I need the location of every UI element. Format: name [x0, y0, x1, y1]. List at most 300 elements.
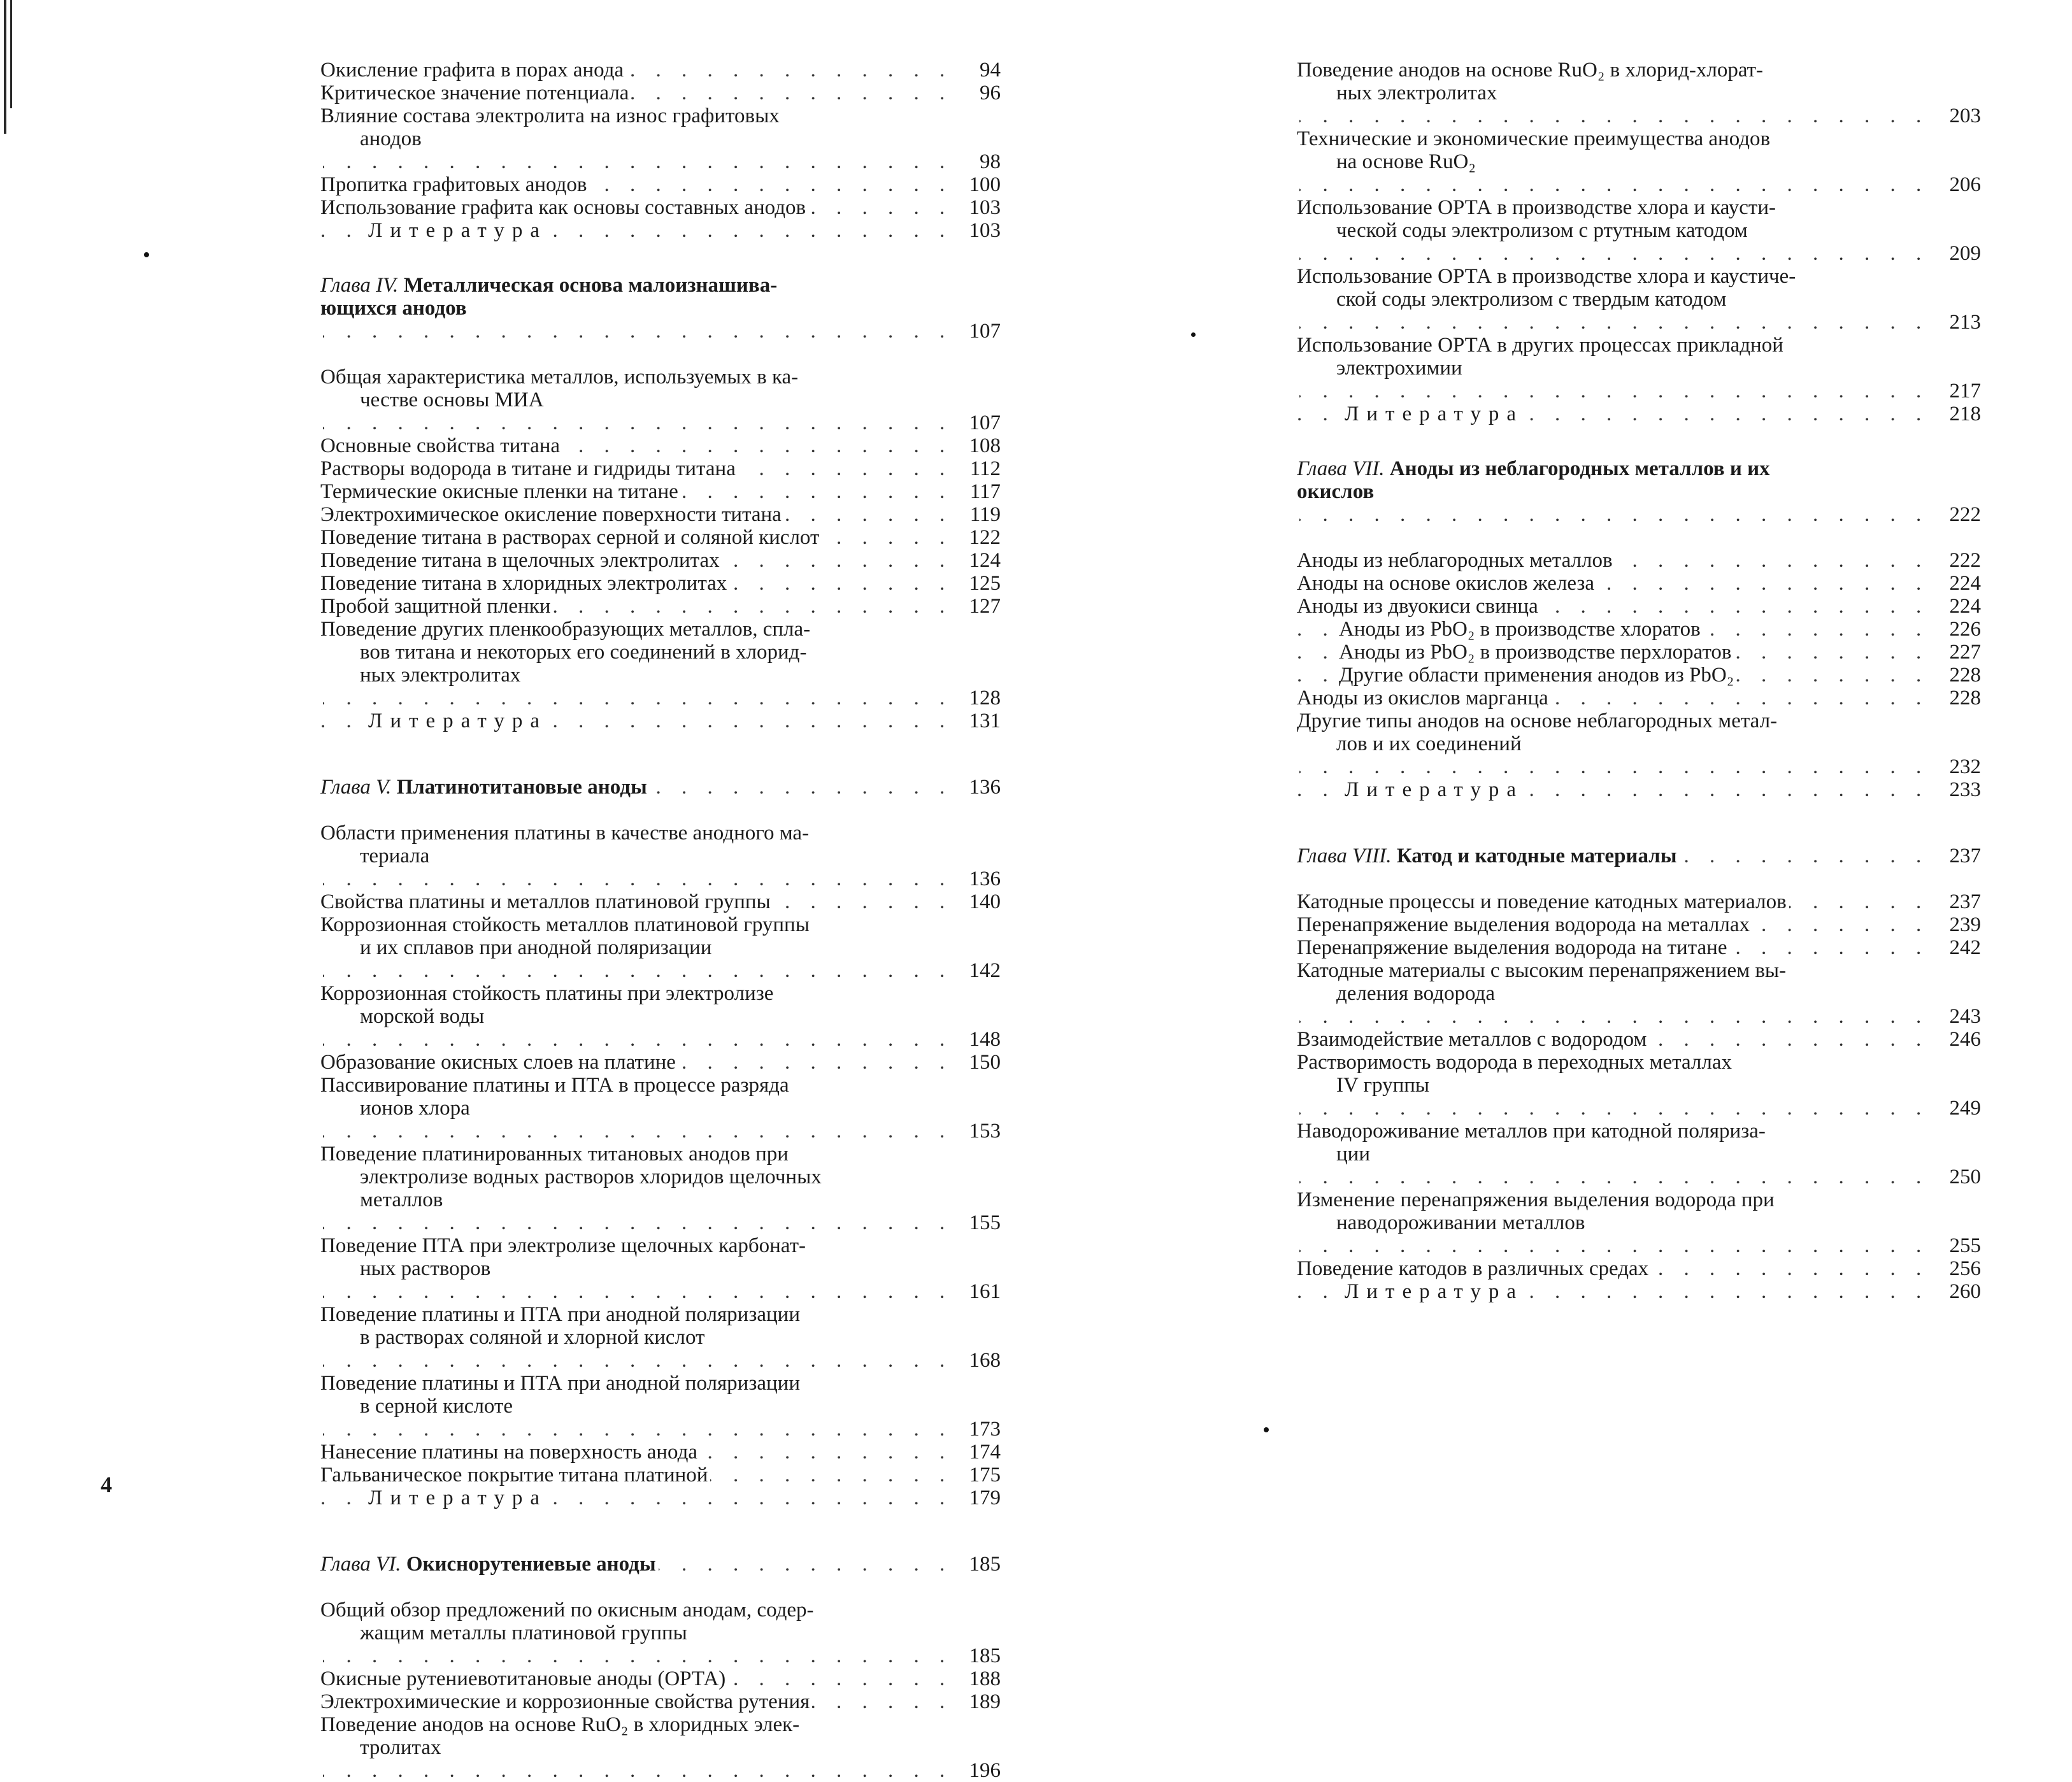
page-ref: 96: [980, 82, 1001, 104]
entry-title-cell: [320, 890, 943, 913]
page-ref: 222: [1949, 503, 1981, 526]
chapter-heading: [320, 776, 1001, 799]
entry-title-line: Литература: [1345, 778, 1524, 801]
page-ref: 218: [1949, 403, 1981, 425]
leader-dots: [1297, 1234, 1924, 1257]
chapter-title-cell: [1297, 457, 1924, 526]
entry-title-line: Области применения платины в качестве анодного ма-: [320, 822, 810, 845]
toc-entry: [320, 82, 1001, 104]
entry-title-continuation: наводороживании металлов: [1336, 1211, 1585, 1234]
entry-title-cell: [1297, 1257, 1924, 1280]
toc-entry: [1297, 913, 1981, 936]
toc-entry: [1297, 265, 1981, 334]
chapter-title-cell: [320, 1553, 943, 1576]
page-ref: 124: [969, 549, 1001, 572]
page-ref: 228: [1949, 687, 1981, 709]
entry-title-continuation: тролитах: [360, 1736, 441, 1759]
entry-title-cell: [320, 1074, 943, 1143]
entry-title-continuation: деления водорода: [1336, 982, 1495, 1005]
leader-dots: [320, 1120, 943, 1143]
entry-title-cell: [320, 1690, 943, 1713]
page-ref: 242: [1949, 936, 1981, 959]
page-ref: 100: [969, 173, 1001, 196]
entry-title-line: Электрохимические и коррозионные свойства рутения: [320, 1690, 810, 1713]
entry-title-cell: [1297, 936, 1924, 959]
entry-title-line: Аноды из двуокиси свинца: [1297, 595, 1538, 618]
entry-title-continuation: ионов хлора: [360, 1097, 470, 1120]
toc-entry: [1297, 1051, 1981, 1120]
toc-entry: [320, 890, 1001, 913]
entry-title-line: Основные свойства титана: [320, 434, 561, 457]
entry-title-continuation: и их сплавов при анодной поляризации: [360, 936, 712, 959]
toc-entry: [320, 1667, 1001, 1690]
literature-entry: [320, 219, 1001, 242]
entry-title-cell: [320, 822, 943, 890]
chapter-heading: [1297, 457, 1981, 526]
page-ref: 142: [969, 959, 1001, 982]
entry-title-cell: [320, 219, 943, 242]
page-ref: 107: [969, 411, 1001, 434]
entry-title-cell: [320, 595, 943, 618]
page-ref: 246: [1949, 1028, 1981, 1051]
page-ref: 103: [969, 196, 1001, 219]
toc-entry: [1297, 334, 1981, 403]
entry-title: [320, 890, 773, 913]
chapter-title-line: Металлическая основа малоизнашива-: [403, 274, 778, 297]
chapter-label: Глава VII.: [1297, 457, 1385, 480]
page-ref: 179: [969, 1486, 1001, 1509]
entry-title-cell: [1297, 196, 1924, 265]
entry-title-cell: [320, 82, 943, 104]
literature-entry: [1297, 1280, 1981, 1303]
entry-title-line: Аноды из неблагородных металлов: [1297, 549, 1613, 572]
entry-title-line: Термические окисные пленки на титане: [320, 480, 678, 503]
entry-title-line: Аноды на основе окислов железа: [1297, 572, 1595, 595]
page-ref: 203: [1949, 104, 1981, 127]
entry-title: [320, 1051, 678, 1074]
entry-title-cell: [320, 196, 943, 219]
entry-title-cell: [320, 1372, 943, 1441]
entry-title-continuation: металлов: [360, 1188, 443, 1211]
entry-title-line: Катодные процессы и поведение катодных материалов: [1297, 890, 1787, 913]
entry-title: [320, 549, 722, 572]
literature-entry: [1297, 403, 1981, 425]
entry-title-cell: [320, 503, 943, 526]
left-page-toc: [320, 59, 1001, 1782]
chapter-title-continuation: ющихся анодов: [320, 297, 467, 320]
entry-title-continuation: жащим металлы платиновой группы: [360, 1622, 687, 1644]
page-ref: 107: [969, 320, 1001, 343]
entry-title-line: Окисление графита в порах анода: [320, 59, 624, 82]
entry-title-continuation: электролизе водных растворов хлоридов щелочных: [360, 1165, 822, 1188]
toc-entry: [320, 59, 1001, 82]
entry-title-continuation: электрохимии: [1336, 357, 1462, 380]
entry-title-line: Поведение титана в растворах серной и соляной кислот: [320, 526, 820, 549]
entry-title: [320, 1441, 700, 1464]
page-ref: 209: [1949, 242, 1981, 265]
entry-title: [368, 219, 550, 242]
toc-entry: [1297, 59, 1981, 127]
entry-title-cell: [320, 1051, 943, 1074]
entry-title-cell: [1297, 959, 1924, 1028]
page-ref: 117: [969, 480, 1001, 503]
entry-title-cell: [1297, 1188, 1924, 1257]
binding-edge: [10, 0, 12, 108]
entry-title-cell: [320, 366, 943, 434]
entry-title-line: Влияние состава электролита на износ графитовых: [320, 104, 780, 127]
toc-entry: [320, 1713, 1001, 1782]
entry-title: [320, 434, 562, 457]
toc-entry: [1297, 196, 1981, 265]
page-ref: 243: [1949, 1005, 1981, 1028]
entry-title-line: Перенапряжение выделения водорода на титане: [1297, 936, 1727, 959]
entry-title-cell: [1297, 334, 1924, 403]
entry-title-cell: [1297, 59, 1924, 127]
entry-title: [320, 59, 626, 82]
entry-title-continuation: ных электролитах: [360, 664, 521, 687]
page-ref: 196: [969, 1759, 1001, 1782]
page-ref: 131: [969, 709, 1001, 732]
page-ref: 153: [969, 1120, 1001, 1143]
entry-title: [1297, 687, 1551, 709]
page-ref: 168: [969, 1349, 1001, 1372]
toc-entry: [1297, 595, 1981, 618]
page-ref: 112: [969, 457, 1001, 480]
chapter-heading: [320, 274, 1001, 343]
entry-title-line: Окисные рутениевотитановые аноды (ОРТА): [320, 1667, 726, 1690]
entry-title-continuation: на основе RuO₂: [1336, 150, 1476, 173]
leader-dots: [1297, 104, 1924, 127]
page-ref: 136: [969, 776, 1001, 799]
entry-title-line: Пробой защитной пленки: [320, 595, 551, 618]
toc-entry: [320, 173, 1001, 196]
entry-title-continuation: лов и их соединений: [1336, 732, 1522, 755]
entry-title-line: Поведение титана в щелочных электролитах: [320, 549, 720, 572]
entry-title-line: Использование ОРТА в производстве хлора и каустиче-: [1297, 265, 1796, 288]
entry-title: [320, 82, 631, 104]
page-ref: 155: [969, 1211, 1001, 1234]
entry-title-line: Аноды из PbO₂ в производстве перхлоратов: [1339, 641, 1732, 664]
chapter-heading: [1297, 845, 1981, 867]
right-page-toc: [1297, 59, 1981, 1303]
entry-title-line: Технические и экономические преимущества анодов: [1297, 127, 1771, 150]
chapter-label: Глава VI.: [320, 1553, 401, 1576]
chapter-title-cell: [1297, 845, 1924, 867]
entry-title: [368, 1486, 550, 1509]
leader-dots: [320, 411, 943, 434]
page-ref: 94: [980, 59, 1001, 82]
toc-entry: [320, 595, 1001, 618]
page-ref: 237: [1949, 890, 1981, 913]
entry-title: [1339, 664, 1736, 687]
entry-title-cell: [320, 1599, 943, 1667]
page-ref: 185: [969, 1553, 1001, 1576]
chapter-heading: [320, 1553, 1001, 1576]
entry-title-cell: [1297, 913, 1924, 936]
page-ref: 150: [969, 1051, 1001, 1074]
toc-entry: [1297, 618, 1981, 641]
page-ref: 206: [1949, 173, 1981, 196]
page-ref: 174: [969, 1441, 1001, 1464]
entry-title-line: Перенапряжение выделения водорода на металлах: [1297, 913, 1750, 936]
literature-entry: [1297, 778, 1981, 801]
entry-title-line: Поведение титана в хлоридных электролитах: [320, 572, 727, 595]
entry-title-line: Общий обзор предложений по окисным анодам, содер-: [320, 1599, 814, 1622]
chapter-title-cell: [320, 274, 943, 343]
leader-dots: [320, 1418, 943, 1441]
entry-title-line: Литература: [1345, 1280, 1524, 1303]
chapter-title: [1297, 845, 1680, 867]
entry-title-cell: [320, 1234, 943, 1303]
entry-title-line: Литература: [1345, 403, 1524, 425]
entry-title: [320, 595, 553, 618]
toc-entry: [1297, 664, 1981, 687]
leader-dots: [320, 320, 943, 343]
entry-title-line: Взаимодействие металлов с водородом: [1297, 1028, 1647, 1051]
entry-title-line: Растворы водорода в титане и гидриды титана: [320, 457, 736, 480]
chapter-title-line: Платинотитановые аноды: [396, 776, 647, 799]
print-speck: [144, 252, 149, 257]
entry-title-line: Поведение ПТА при электролизе щелочных карбонат-: [320, 1234, 806, 1257]
entry-title-line: Использование ОРТА в производстве хлора и каусти-: [1297, 196, 1776, 219]
entry-title-cell: [320, 1713, 943, 1782]
toc-entry: [320, 1372, 1001, 1441]
leader-dots: [320, 687, 943, 709]
toc-entry: [320, 618, 1001, 709]
entry-title-line: Общая характеристика металлов, используемых в ка-: [320, 366, 799, 388]
entry-title-line: Поведение катодов в различных средах: [1297, 1257, 1649, 1280]
entry-title-continuation: ных растворов: [360, 1257, 491, 1280]
page-ref: 136: [969, 867, 1001, 890]
entry-title-line: Коррозионная стойкость платины при электролизе: [320, 982, 774, 1005]
entry-title: [320, 572, 729, 595]
page-ref: 125: [969, 572, 1001, 595]
entry-title: [320, 457, 738, 480]
entry-title-continuation: ных электролитах: [1336, 82, 1497, 104]
chapter-title: [320, 776, 650, 799]
toc-entry: [1297, 936, 1981, 959]
toc-entry: [1297, 890, 1981, 913]
page-ref: 185: [969, 1644, 1001, 1667]
entry-title-cell: [1297, 595, 1924, 618]
entry-title-continuation: в растворах соляной и хлорной кислот: [360, 1326, 705, 1349]
entry-title-cell: [320, 618, 943, 709]
entry-title-line: Литература: [368, 709, 548, 732]
toc-entry: [320, 366, 1001, 434]
toc-entry: [320, 196, 1001, 219]
leader-dots: [1297, 1097, 1924, 1120]
entry-title-line: Использование графита как основы составных анодов: [320, 196, 806, 219]
entry-title-line: Гальваническое покрытие титана платиной: [320, 1464, 708, 1486]
entry-title-cell: [1297, 641, 1924, 664]
entry-title-continuation: морской воды: [360, 1005, 485, 1028]
entry-title-cell: [1297, 687, 1924, 709]
entry-title: [320, 1667, 728, 1690]
entry-title: [320, 173, 589, 196]
entry-title: [1297, 1257, 1651, 1280]
toc-entry: [1297, 687, 1981, 709]
toc-entry: [320, 104, 1001, 173]
entry-title-line: Наводороживание металлов при катодной поляриза-: [1297, 1120, 1766, 1143]
toc-entry: [320, 480, 1001, 503]
entry-title: [320, 480, 681, 503]
leader-dots: [320, 1759, 943, 1782]
leader-dots: [1297, 1005, 1924, 1028]
entry-title-cell: [320, 1667, 943, 1690]
entry-title-line: Критическое значение потенциала: [320, 82, 629, 104]
toc-entry: [320, 457, 1001, 480]
leader-dots: [320, 1211, 943, 1234]
entry-title: [1297, 936, 1729, 959]
entry-title-cell: [320, 913, 943, 982]
entry-title-cell: [1297, 549, 1924, 572]
literature-entry: [320, 1486, 1001, 1509]
entry-title: [1345, 778, 1526, 801]
leader-dots: [320, 959, 943, 982]
page-ref: 140: [969, 890, 1001, 913]
entry-title-cell: [1297, 664, 1924, 687]
toc-entry: [320, 526, 1001, 549]
chapter-title-line: Катод и катодные материалы: [1396, 845, 1677, 867]
entry-title: [1345, 403, 1526, 425]
entry-title-line: Поведение платины и ПТА при анодной поляризации: [320, 1372, 800, 1395]
toc-entry: [1297, 641, 1981, 664]
toc-entry: [320, 1599, 1001, 1667]
page-ref: 119: [969, 503, 1001, 526]
leader-dots: [320, 150, 943, 173]
entry-title-line: Поведение анодов на основе RuO₂ в хлоридных элек-: [320, 1713, 800, 1736]
toc-entry: [1297, 1188, 1981, 1257]
entry-title: [320, 1464, 710, 1486]
entry-title-cell: [320, 59, 943, 82]
leader-dots: [1297, 173, 1924, 196]
entry-title: [1297, 913, 1752, 936]
entry-title-continuation: в серной кислоте: [360, 1395, 513, 1418]
entry-title-cell: [320, 1143, 943, 1234]
toc-entry: [320, 1051, 1001, 1074]
toc-entry: [320, 1690, 1001, 1713]
toc-entry: [1297, 959, 1981, 1028]
entry-title: [1339, 641, 1734, 664]
entry-title: [1297, 890, 1789, 913]
toc-entry: [1297, 127, 1981, 196]
page-number: 4: [101, 1472, 112, 1497]
entry-title-cell: [1297, 618, 1924, 641]
leader-dots: [320, 1644, 943, 1667]
entry-title-cell: [320, 457, 943, 480]
leader-dots: [320, 1280, 943, 1303]
entry-title-cell: [1297, 778, 1924, 801]
entry-title-line: Поведение платины и ПТА при анодной поляризации: [320, 1303, 800, 1326]
entry-title: [320, 526, 822, 549]
leader-dots: [320, 1349, 943, 1372]
entry-title-cell: [320, 173, 943, 196]
chapter-title-continuation: окислов: [1297, 480, 1375, 503]
page-ref: 227: [1949, 641, 1981, 664]
entry-title-line: Поведение анодов на основе RuO₂ в хлорид-хлорат-: [1297, 59, 1764, 82]
leader-dots: [320, 1028, 943, 1051]
entry-title-line: Коррозионная стойкость металлов платиновой группы: [320, 913, 810, 936]
toc-entry: [320, 1441, 1001, 1464]
entry-title-line: Другие области применения анодов из PbO₂: [1339, 664, 1734, 687]
page-ref: 226: [1949, 618, 1981, 641]
entry-title-cell: [320, 1441, 943, 1464]
page-ref: 127: [969, 595, 1001, 618]
toc-entry: [1297, 1028, 1981, 1051]
entry-title-continuation: териала: [360, 845, 430, 867]
toc-entry: [1297, 549, 1981, 572]
toc-entry: [320, 982, 1001, 1051]
page-ref: 128: [969, 687, 1001, 709]
page-ref: 224: [1949, 595, 1981, 618]
entry-title-cell: [1297, 403, 1924, 425]
entry-title-continuation: анодов: [360, 127, 422, 150]
entry-title-continuation: ческой соды электролизом с ртутным катодом: [1336, 219, 1748, 242]
entry-title: [320, 503, 784, 526]
entry-title: [1297, 595, 1541, 618]
entry-title: [1297, 549, 1615, 572]
entry-title-line: Другие типы анодов на основе неблагородных метал-: [1297, 709, 1778, 732]
chapter-label: Глава VIII.: [1297, 845, 1392, 867]
chapter-title-cell: [320, 776, 943, 799]
entry-title-line: Растворимость водорода в переходных металлах: [1297, 1051, 1732, 1074]
entry-title: [1297, 572, 1597, 595]
page-ref: 161: [969, 1280, 1001, 1303]
entry-title: [1297, 1028, 1649, 1051]
page-ref: 213: [1949, 311, 1981, 334]
entry-title: [1345, 1280, 1526, 1303]
entry-title: [320, 196, 808, 219]
page-ref: 233: [1949, 778, 1981, 801]
toc-entry: [1297, 1120, 1981, 1188]
leader-dots: [1297, 311, 1924, 334]
entry-title-line: Аноды из PbO₂ в производстве хлоратов: [1339, 618, 1701, 641]
entry-title-continuation: ской соды электролизом с твердым катодом: [1336, 288, 1727, 311]
entry-title-cell: [320, 572, 943, 595]
entry-title-cell: [320, 434, 943, 457]
leader-dots: [1297, 503, 1924, 526]
page-ref: 239: [1949, 913, 1981, 936]
chapter-label: Глава V.: [320, 776, 392, 799]
entry-title-continuation: IV группы: [1336, 1074, 1430, 1097]
page-ref: 188: [969, 1667, 1001, 1690]
toc-entry: [1297, 709, 1981, 778]
print-speck: [1264, 1427, 1269, 1432]
entry-title-cell: [320, 104, 943, 173]
entry-title-line: Электрохимическое окисление поверхности титана: [320, 503, 782, 526]
page-ref: 108: [969, 434, 1001, 457]
page-ref: 250: [1949, 1165, 1981, 1188]
entry-title-cell: [320, 709, 943, 732]
entry-title-cell: [320, 1486, 943, 1509]
toc-entry: [1297, 572, 1981, 595]
toc-entry: [320, 822, 1001, 890]
entry-title-cell: [1297, 890, 1924, 913]
print-speck: [1191, 332, 1196, 337]
toc-entry: [1297, 1257, 1981, 1280]
entry-title: [1339, 618, 1703, 641]
entry-title-line: Свойства платины и металлов платиновой группы: [320, 890, 771, 913]
page-ref: 249: [1949, 1097, 1981, 1120]
leader-dots: [1297, 1165, 1924, 1188]
page-ref: 173: [969, 1418, 1001, 1441]
page-ref: 175: [969, 1464, 1001, 1486]
page-ref: 148: [969, 1028, 1001, 1051]
binding-edge: [4, 0, 6, 134]
chapter-title-line: Аноды из неблагородных металлов и их: [1389, 457, 1770, 480]
entry-title-cell: [1297, 1280, 1924, 1303]
entry-title-cell: [320, 1464, 943, 1486]
